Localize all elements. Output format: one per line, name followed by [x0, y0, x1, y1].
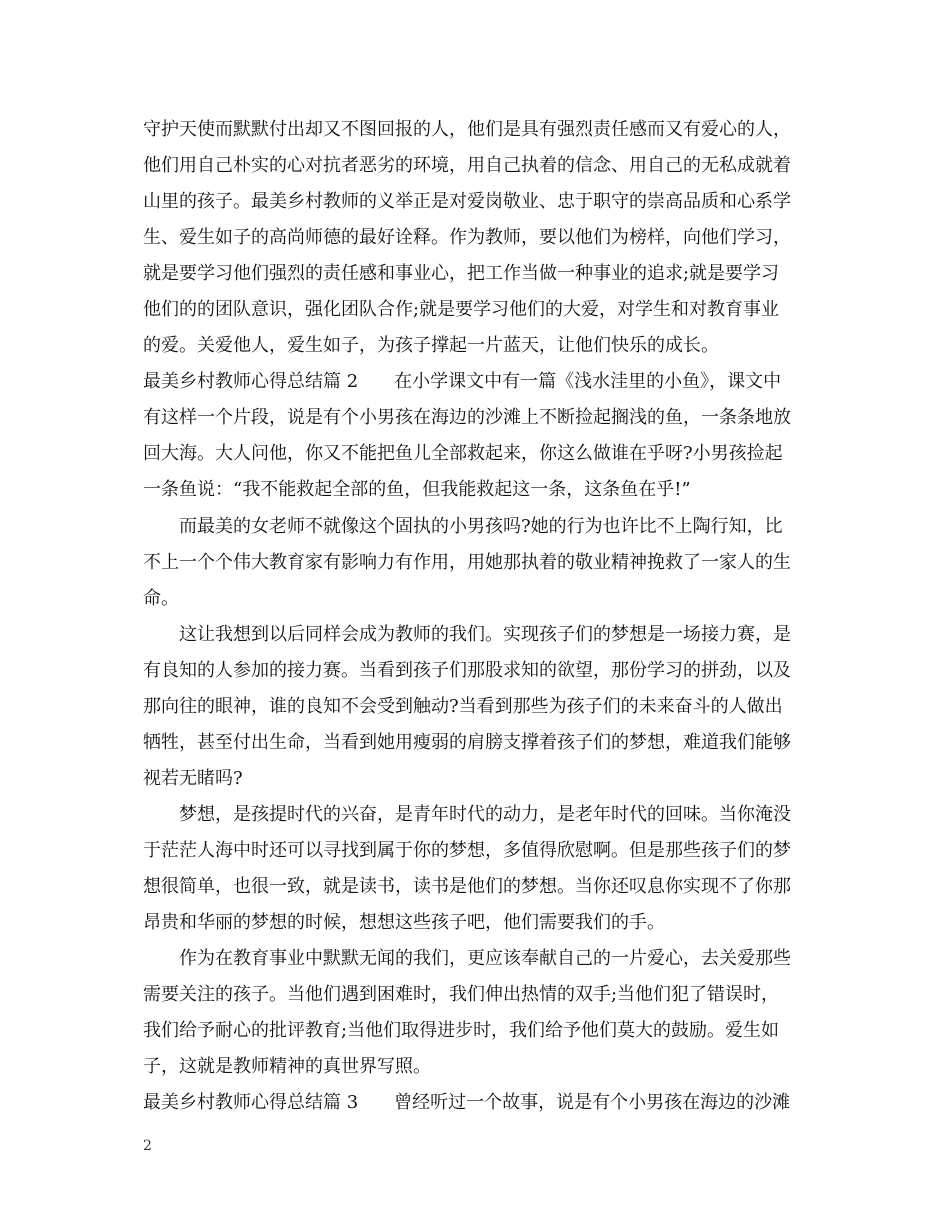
text-line: 那向往的眼神，谁的良知不会受到触动?当看到那些为孩子们的未来奋斗的人做出	[143, 696, 783, 717]
text-line: 命。	[143, 588, 179, 609]
text-line: 视若无睹吗?	[143, 768, 243, 789]
text-line: 回大海。大人问他，你又不能把鱼儿全部救起来，你这么做谁在乎呀?小男孩捡起	[143, 443, 783, 464]
text-line: 想很简单，也很一致，就是读书，读书是他们的梦想。当你还叹息你实现不了你那	[143, 876, 791, 897]
paragraph-start-line: 这让我想到以后同样会成为教师的我们。实现孩子们的梦想是一场接力赛，是	[143, 624, 791, 645]
text-line: 需要关注的孩子。当他们遇到困难时，我们伸出热情的双手;当他们犯了错误时，	[143, 984, 780, 1005]
section-heading-line: 最美乡村教师心得总结篇 2 在小学课文中有一篇《浅水洼里的小鱼》，课文中	[143, 371, 782, 392]
text-line: 子，这就是教师精神的真世界写照。	[143, 1056, 431, 1077]
text-line: 于茫茫人海中时还可以寻找到属于你的梦想，多值得欣慰啊。但是那些孩子们的梦	[143, 840, 791, 861]
section-heading-line: 最美乡村教师心得总结篇 3 曾经听过一个故事，说是有个小男孩在海边的沙滩	[143, 1092, 791, 1113]
text-line: 我们给予耐心的批评教育;当他们取得进步时，我们给予他们莫大的鼓励。爱生如	[143, 1020, 780, 1041]
text-line: 有良知的人参加的接力赛。当看到孩子们那股求知的欲望，那份学习的拼劲，以及	[143, 660, 791, 681]
paragraph-start-line: 梦想，是孩提时代的兴奋，是青年时代的动力，是老年时代的回味。当你淹没	[143, 804, 791, 825]
text-line: 他们用自己朴实的心对抗者恶劣的环境，用自己执着的信念、用自己的无私成就着	[143, 155, 791, 176]
text-line: 不上一个个伟大教育家有影响力有作用，用她那执着的敬业精神挽救了一家人的生	[143, 552, 791, 573]
paragraph-start-line: 而最美的女老师不就像这个固执的小男孩吗?她的行为也许比不上陶行知，比	[143, 516, 783, 537]
page-number: 2	[143, 1138, 152, 1154]
text-line: 一条鱼说：“我不能救起全部的鱼，但我能救起这一条，这条鱼在乎!”	[143, 479, 691, 500]
paragraph-start-line: 作为在教育事业中默默无闻的我们，更应该奉献自己的一片爱心，去关爱那些	[143, 948, 791, 969]
text-line: 有这样一个片段，说是有个小男孩在海边的沙滩上不断捡起搁浅的鱼，一条条地放	[143, 407, 791, 428]
text-line: 山里的孩子。最美乡村教师的义举正是对爱岗敬业、忠于职守的崇高品质和心系学	[143, 191, 791, 212]
text-line: 他们的的团队意识，强化团队合作;就是要学习他们的大爱，对学生和对教育事业	[143, 299, 780, 320]
text-line: 守护天使而默默付出却又不图回报的人，他们是具有强烈责任感而又有爱心的人，	[143, 119, 791, 140]
text-line: 生、爱生如子的高尚师德的最好诠释。作为教师，要以他们为榜样，向他们学习，	[143, 227, 791, 248]
text-line: 牺牲，甚至付出生命，当看到她用瘦弱的肩膀支撑着孩子们的梦想，难道我们能够	[143, 732, 791, 753]
text-line: 昂贵和华丽的梦想的时候，想想这些孩子吧，他们需要我们的手。	[143, 912, 665, 933]
text-line: 就是要学习他们强烈的责任感和事业心，把工作当做一种事业的追求;就是要学习	[143, 263, 780, 284]
text-line: 的爱。关爱他人，爱生如子，为孩子撑起一片蓝天，让他们快乐的成长。	[143, 335, 719, 356]
